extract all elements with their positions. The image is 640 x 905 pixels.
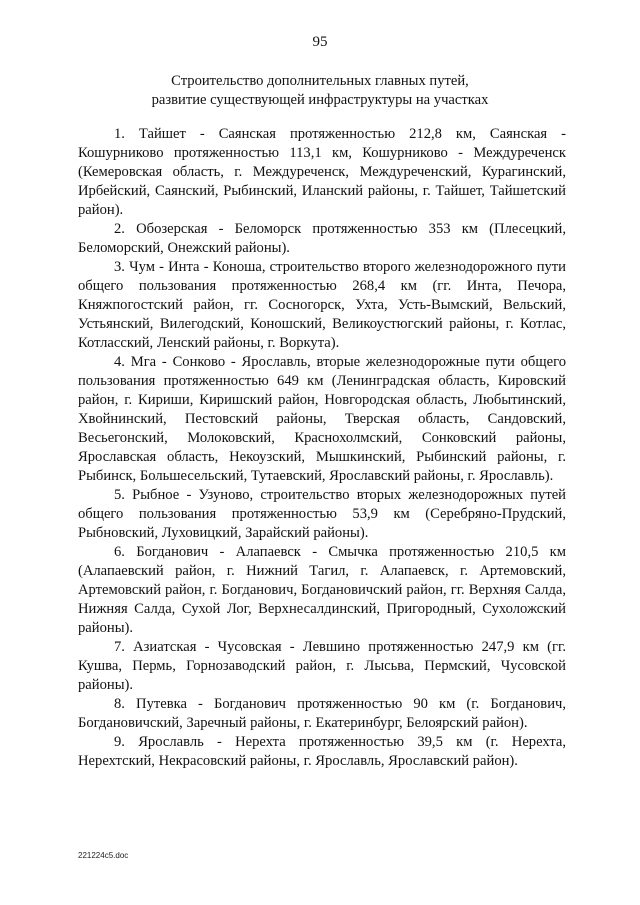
title-line-2: развитие существующей инфраструктуры на участках <box>151 92 489 108</box>
list-item: 1. Тайшет - Саянская протяженностью 212,8 км, Саянская - Кошурниково протяженностью 113,1 км, Кошурниково - Междуреченск (Кемеровская область, г. Междуреченск, Междуреченский, Курагинский, Ирбейский, Саянский, Рыбинский, Иланский районы, г. Тайшет, Тайшетский район). <box>78 126 566 218</box>
list-item: 3. Чум - Инта - Коноша, строительство второго железнодорожного пути общего пользования протяженностью 268,4 км (гг. Инта, Печора, Княжпогостский район, гг. Сосногорск, Ухта, Усть-Вымский, Вельский, Устьянский, Вилегодский, Коношский, Великоустюгский районы, г. Котлас, Котласский, Ленский районы, г. Воркута). <box>78 259 566 351</box>
title-line-1: Строительство дополнительных главных путей, <box>171 73 469 89</box>
list-item: 6. Богданович - Алапаевск - Смычка протяженностью 210,5 км (Алапаевский район, г. Нижний Тагил, г. Алапаевск, г. Артемовский, Артемовский район, г. Богданович, Богдановичский район, гг. Верхняя Салда, Нижняя Салда, Сухой Лог, Верхнесалдинский, Пригородный, Сухоложский районы). <box>78 544 566 636</box>
section-title <box>60 72 580 110</box>
list-item: 5. Рыбное - Узуново, строительство вторых железнодорожных путей общего пользования протяженностью 53,9 км (Серебряно-Прудский, Рыбновский, Луховицкий, Зарайский районы). <box>78 487 566 541</box>
page-number: 95 <box>312 34 328 50</box>
list-item: 7. Азиатская - Чусовская - Левшино протяженностью 247,9 км (гг. Кушва, Пермь, Горнозаводский район, г. Лысьва, Пермский, Чусовской районы). <box>78 639 566 693</box>
list-item: 8. Путевка - Богданович протяженностью 90 км (г. Богданович, Богдановичский, Заречный районы, г. Екатеринбург, Белоярский район). <box>78 696 566 731</box>
list-item: 4. Мга - Сонково - Ярославль, вторые железнодорожные пути общего пользования протяженностью 649 км (Ленинградская область, Кировский район, г. Кириши, Киришский район, Новгородская область, Любытинский, Хвойнинский, Пестовский районы, Тверская область, Сандовский, Весьегонский, Молоковский, Краснохолмский, Сонковский районы, Ярославская область, Некоузский, Мышкинский, Рыбинский районы, г. Рыбинск, Большесельский, Тутаевский, Ярославский районы, г. Ярославль). <box>78 354 566 484</box>
file-name-footer: 221224c5.doc <box>78 851 129 860</box>
list-item: 2. Обозерская - Беломорск протяженностью 353 км (Плесецкий, Беломорский, Онежский районы). <box>78 221 566 256</box>
list-item: 9. Ярославль - Нерехта протяженностью 39,5 км (г. Нерехта, Нерехтский, Некрасовский районы, г. Ярославль, Ярославский район). <box>78 734 566 769</box>
document-body <box>78 125 566 771</box>
